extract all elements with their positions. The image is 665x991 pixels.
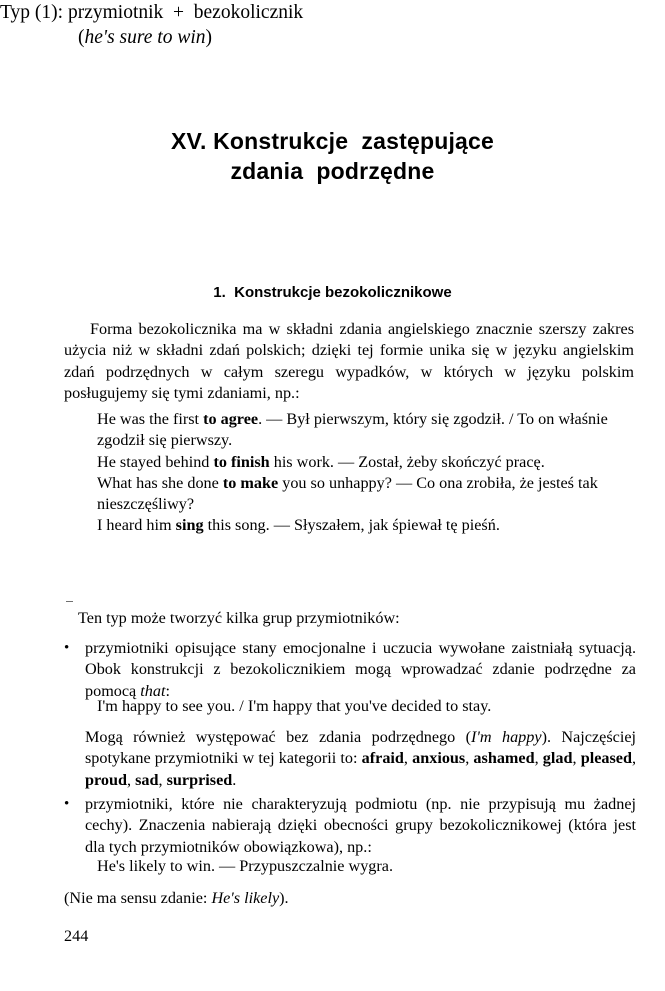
type-heading-example: he's sure to win [84, 27, 206, 48]
note-end: . [232, 770, 237, 789]
note-pre: Mogą również występować bez zdania podrzędnego ( [85, 728, 472, 746]
chapter-title-line-1: XV. Konstrukcje zastępujące [170, 128, 495, 154]
example-bold: sing [175, 516, 204, 535]
example-bold: to finish [213, 452, 270, 471]
chapter-title-line-2: zdania podrzędne [230, 158, 435, 184]
example-post: his work. — Został, żeby skończyć pracę. [269, 452, 545, 471]
list-item [64, 638, 636, 702]
note-closing-pre: (Nie ma sensu zdanie: [64, 889, 212, 907]
example-likely: He's likely to win. — Przypuszczalnie wygra. [97, 857, 394, 875]
example-bold: to agree [203, 410, 259, 428]
list-item-pre: przymiotniki opisujące stany emocjonalne i uczucia wywołane zaistniałą sytuacją. Obok konstrukcji z bezokolicznikiem mogą wprowadzać zdanie podrzędne za pomocą [85, 639, 636, 700]
adjective-separator: , [158, 770, 167, 789]
adjective-separator: , [465, 749, 474, 768]
example-pre: What has she done [97, 473, 223, 492]
bullet-marker-icon: • [64, 640, 70, 656]
note-mid: ). Najczęściej spotykane przymiotniki w tej kategorii to: [85, 728, 636, 768]
adjective-separator: , [534, 749, 543, 768]
example-pre: I heard him [97, 516, 176, 535]
type-heading-paren-close: ) [205, 27, 212, 48]
example-pre: He stayed behind [97, 452, 214, 471]
note-italic: I'm happy [471, 728, 542, 746]
list-item [64, 794, 636, 858]
list-item-italic: that [140, 681, 166, 700]
note-closing-italic: He's likely [211, 889, 280, 907]
list-item-post: : [165, 681, 170, 700]
page-number: 244 [64, 927, 89, 945]
adjective: sad [135, 770, 159, 789]
adjective: glad [542, 749, 573, 768]
adjective-separator: , [127, 770, 136, 789]
type-heading-line-2 [0, 25, 560, 50]
type-heading-paren-open: ( [78, 27, 85, 48]
example-pre: He was the first [97, 410, 204, 428]
examples-infinitive-list [97, 409, 637, 537]
chapter-title [0, 126, 665, 186]
adjective: afraid [361, 749, 404, 768]
note-closing [64, 888, 584, 909]
print-artifact-dash [66, 601, 73, 602]
list-item-text [85, 794, 636, 858]
example-sentence [97, 409, 637, 452]
note-adjective-list [85, 727, 636, 791]
adjective: surprised [166, 770, 233, 789]
adjective: proud [85, 770, 127, 789]
adjective: pleased [580, 749, 632, 768]
type-lead-in-text: Ten typ może tworzyć kilka grup przymiotników: [78, 609, 400, 627]
adjective: ashamed [473, 749, 535, 768]
note-closing-post: ). [279, 889, 289, 907]
adjective-separator: , [572, 749, 581, 768]
example-post: this song. — Słyszałem, jak śpiewał tę pieśń. [203, 516, 500, 535]
list-item-text [85, 638, 636, 702]
type-heading [0, 0, 560, 50]
example-bold: to make [222, 473, 279, 492]
example-sentence [97, 515, 637, 536]
adjective-separator: , [631, 749, 637, 768]
example-post: you so unhappy? — Co ona zrobiła, że jesteś tak nieszczęśliwy? [97, 473, 598, 514]
adjective-separator: , [403, 749, 413, 768]
bullet-marker-icon: • [64, 796, 70, 812]
adjective: anxious [412, 749, 466, 768]
example-sentence [97, 473, 637, 516]
section-heading: 1. Konstrukcje bezokolicznikowe [213, 284, 452, 301]
example-sentence [97, 452, 637, 473]
intro-paragraph: Forma bezokolicznika ma w składni zdania angielskiego znacznie szerszy zakres użycia niż w składni zdań polskich; dzięki tej formie unika się w języku angielskim zdań podrzędnych w całym szeregu wypadków, w których w języku polskim posługujemy się tymi zdaniami, np.: [64, 320, 634, 402]
example-happy: I'm happy to see you. / I'm happy that you've decided to stay. [97, 697, 492, 715]
example-post: . — Był pierwszym, który się zgodził. / To on właśnie zgodził się pierwszy. [97, 410, 608, 450]
list-item-pre: przymiotniki, które nie charakteryzują podmiotu (np. nie przypisują mu żadnej cechy). Znaczenia nabierają dzięki obecności grupy bezokolicznikowej (która jest dla tych przymiotników obowiązkowa), np.: [85, 795, 636, 856]
type-heading-line-1: Typ (1): przymiotnik + bezokolicznik [0, 2, 304, 23]
